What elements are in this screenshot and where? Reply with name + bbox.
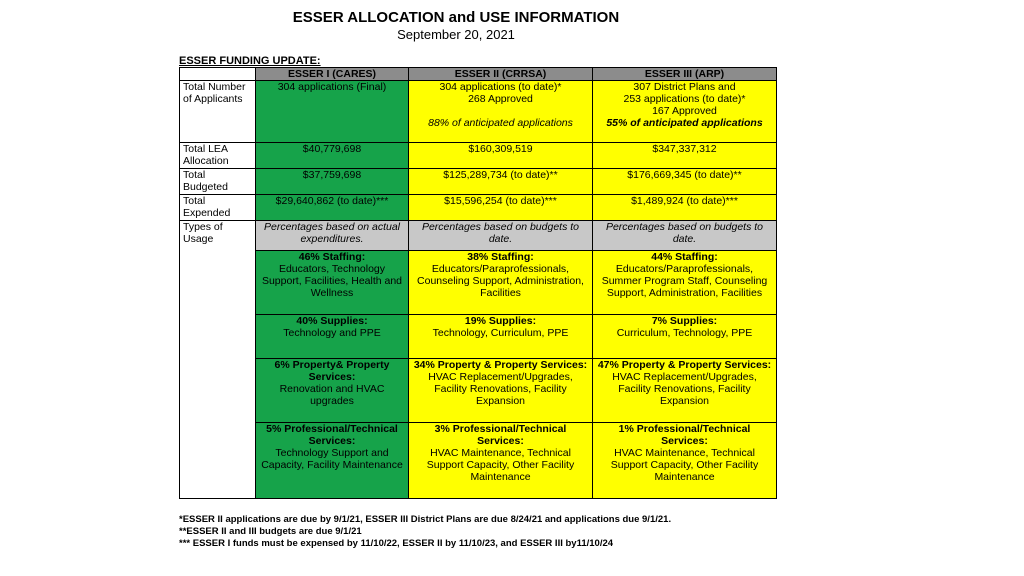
footnote-2: **ESSER II and III budgets are due 9/1/21 [179,526,362,537]
esser-funding-table [179,67,777,499]
cell-esser3-allocation: $347,337,312 [593,143,777,169]
usage-detail: Renovation and HVAC upgrades [279,383,385,407]
usage-heading: 34% Property & Property Services: [413,359,588,371]
footnote-1: *ESSER II applications are due by 9/1/21, ESSER III District Plans are due 8/24/21 and applications due 9/1/21. [179,514,672,525]
cell-esser1-expended: $29,640,862 (to date)*** [256,195,409,221]
cell-esser2-professional [409,423,593,499]
usage-detail: Technology Support and Capacity, Facility Maintenance [261,447,403,471]
usage-heading: 6% Property& Property Services: [274,359,390,383]
cell-esser1-applicants: 304 applications (Final) [256,81,409,143]
usage-heading: 5% Professional/Technical Services: [266,423,398,447]
header-esser-2: ESSER II (CRRSA) [409,68,593,81]
usage-detail: HVAC Replacement/Upgrades, Facility Renovations, Facility Expansion [428,371,573,407]
cell-esser3-budgeted: $176,669,345 (to date)** [593,169,777,195]
cell-esser3-applicants [593,81,777,143]
document-date: September 20, 2021 [397,27,515,42]
usage-heading: 40% Supplies: [296,315,368,327]
cell-esser1-allocation: $40,779,698 [256,143,409,169]
cell-note: 88% of anticipated applications [428,117,573,129]
cell-esser3-supplies [593,315,777,359]
usage-heading: 1% Professional/Technical Services: [618,423,751,447]
usage-detail: Technology and PPE [283,327,381,339]
usage-detail: Curriculum, Technology, PPE [616,327,753,339]
usage-heading: 47% Property & Property Services: [597,359,772,371]
usage-heading: 7% Supplies: [651,315,718,327]
cell-esser2-budgeted: $125,289,734 (to date)** [409,169,593,195]
table-header-row [180,68,777,81]
cell-esser2-applicants [409,81,593,143]
footnotes [179,514,779,550]
section-heading: ESSER FUNDING UPDATE: [179,55,321,67]
cell-line: 253 applications (to date)* [623,93,746,105]
footnote-3: *** ESSER I funds must be expensed by 11/10/22, ESSER II by 11/10/23, and ESSER III by11/10/24 [179,538,614,549]
cell-line: 304 applications (to date)* [439,81,562,93]
table-row-usage-basis [180,221,777,251]
cell-line: 268 Approved [468,93,533,105]
table-row-budgeted [180,169,777,195]
cell-esser1-professional [256,423,409,499]
usage-heading: 44% Staffing: [651,251,718,263]
usage-detail: Educators, Technology Support, Facilities, Health and Wellness [261,263,403,299]
table-row-allocation [180,143,777,169]
cell-esser2-supplies [409,315,593,359]
cell-esser3-professional [593,423,777,499]
table-row-staffing [180,251,777,315]
header-esser-3: ESSER III (ARP) [593,68,777,81]
row-label: Types of Usage [180,221,256,499]
usage-detail: HVAC Replacement/Upgrades, Facility Renovations, Facility Expansion [612,371,757,407]
cell-esser3-basis: Percentages based on budgets to date. [593,221,777,251]
row-label: Total Expended [180,195,256,221]
table-row-expended [180,195,777,221]
cell-note: 55% of anticipated applications [606,117,763,129]
cell-esser2-staffing [409,251,593,315]
cell-esser1-property [256,359,409,423]
cell-esser1-basis: Percentages based on actual expenditures. [256,221,409,251]
cell-esser3-expended: $1,489,924 (to date)*** [593,195,777,221]
table-row-supplies [180,315,777,359]
usage-detail: Educators/Paraprofessionals, Summer Program Staff, Counseling Support, Administration, Facilities [601,263,768,299]
table-row-professional [180,423,777,499]
cell-esser1-supplies [256,315,409,359]
cell-esser2-expended: $15,596,254 (to date)*** [409,195,593,221]
usage-heading: 3% Professional/Technical Services: [434,423,567,447]
cell-esser2-basis: Percentages based on budgets to date. [409,221,593,251]
header-esser-1: ESSER I (CARES) [256,68,409,81]
document-title: ESSER ALLOCATION and USE INFORMATION [292,9,620,26]
cell-esser3-property [593,359,777,423]
usage-heading: 46% Staffing: [298,251,366,263]
table-row-property [180,359,777,423]
usage-detail: HVAC Maintenance, Technical Support Capacity, Other Facility Maintenance [426,447,575,483]
cell-line: 167 Approved [652,105,717,117]
cell-esser2-property [409,359,593,423]
usage-detail: Educators/Paraprofessionals, Counseling Support, Administration, Facilities [417,263,584,299]
table-row-applicants [180,81,777,143]
usage-detail: HVAC Maintenance, Technical Support Capacity, Other Facility Maintenance [610,447,759,483]
cell-esser1-staffing [256,251,409,315]
usage-heading: 38% Staffing: [467,251,534,263]
cell-esser3-staffing [593,251,777,315]
row-label: Total LEA Allocation [180,143,256,169]
row-label: Total Budgeted [180,169,256,195]
usage-heading: 19% Supplies: [464,315,537,327]
row-label: Total Number of Applicants [180,81,256,143]
cell-esser2-allocation: $160,309,519 [409,143,593,169]
header-blank-cell [180,68,256,81]
usage-detail: Technology, Curriculum, PPE [432,327,569,339]
cell-line: 307 District Plans and [633,81,736,93]
cell-esser1-budgeted: $37,759,698 [256,169,409,195]
